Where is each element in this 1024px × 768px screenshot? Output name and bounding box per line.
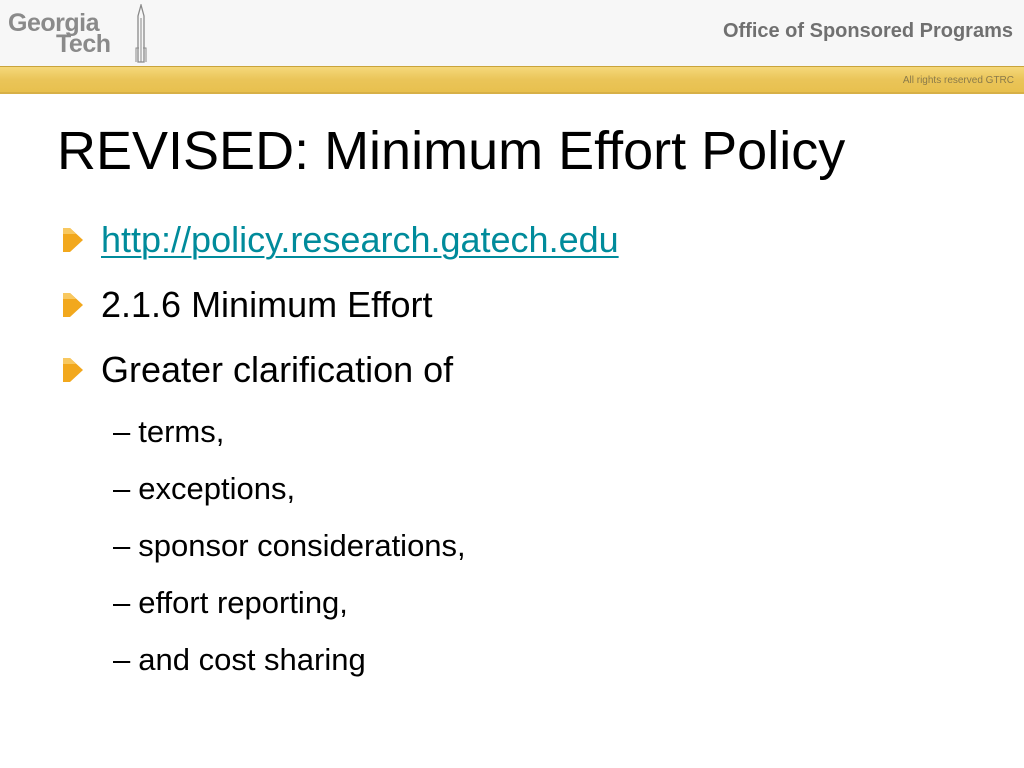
sub-bullet-item: [113, 526, 466, 566]
slide-title: REVISED: Minimum Effort Policy: [57, 121, 846, 181]
sub-bullet-dash: –: [113, 585, 131, 620]
sub-bullet-item: [113, 412, 224, 452]
bullet-text: Greater clarification of: [101, 349, 454, 390]
sub-bullet-dash: –: [113, 471, 131, 506]
sub-bullet-dash: –: [113, 642, 131, 677]
office-title: Office of Sponsored Programs: [722, 20, 1013, 42]
sub-bullet-dash: –: [113, 414, 131, 449]
bullet-item: [62, 282, 432, 328]
policy-link[interactable]: http://policy.research.gatech.edu: [101, 219, 619, 260]
sub-bullet-text: exceptions,: [138, 471, 296, 506]
arrow-bullet-icon: [62, 227, 84, 253]
sub-bullet-text: and cost sharing: [138, 642, 366, 677]
bullet-item: [62, 347, 453, 393]
arrow-bullet-icon: [62, 357, 84, 383]
sub-bullet-item: [113, 469, 295, 509]
sub-bullet-dash: –: [113, 528, 131, 563]
rights-notice: All rights reserved GTRC: [902, 75, 1014, 86]
sub-bullet-item: [113, 583, 348, 623]
arrow-bullet-icon: [62, 292, 84, 318]
sub-bullet-text: terms,: [138, 414, 225, 449]
sub-bullet-text: sponsor considerations,: [138, 528, 466, 563]
sub-bullet-item: [113, 640, 366, 680]
sub-bullet-text: effort reporting,: [138, 585, 348, 620]
bullet-text: 2.1.6 Minimum Effort: [101, 284, 433, 325]
bullet-item-link[interactable]: [62, 217, 619, 263]
logo-text-georgia: Georgia: [8, 9, 99, 37]
logo-text-tech: Tech: [56, 30, 111, 58]
